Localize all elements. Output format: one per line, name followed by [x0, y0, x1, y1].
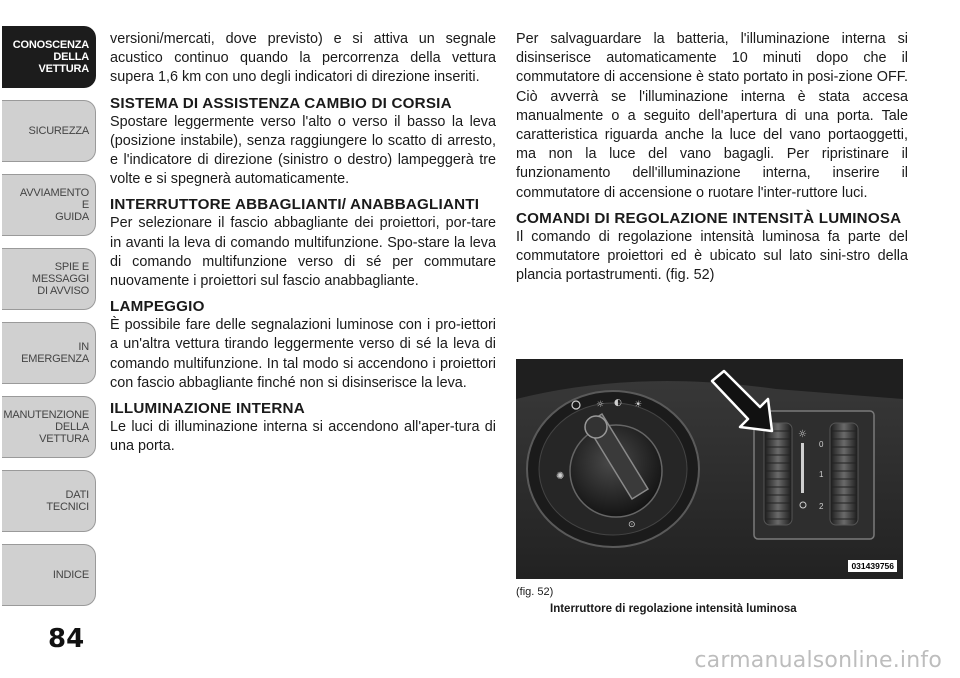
- watermark: carmanualsonline.info: [694, 648, 942, 673]
- tab-conoscenza-della-vettura[interactable]: [2, 26, 96, 88]
- tab-label: DATI: [65, 489, 89, 501]
- tab-sicurezza[interactable]: [2, 100, 96, 162]
- intro-paragraph: versioni/mercati, dove previsto) e si attiva un segnale acustico continuo quando la percorrenza della vettura supera 1,6 km con uno degli indicatori di direzione inseriti.: [110, 31, 496, 86]
- svg-text:⊙: ⊙: [628, 520, 636, 530]
- tab-spie-e-messaggi[interactable]: [2, 248, 96, 310]
- tab-label: IN: [78, 341, 89, 353]
- headlamp-switch-figure: [516, 359, 903, 579]
- svg-text:◐: ◐: [614, 398, 622, 408]
- section-body: Le luci di illuminazione interna si accendono all'aper-tura di una porta.: [110, 419, 496, 455]
- tab-label: MESSAGGI: [31, 273, 89, 285]
- tab-in-emergenza[interactable]: [2, 322, 96, 384]
- section-body: Il comando di regolazione intensità luminosa fa parte del commutatore proiettori ed è ubicato sul lato sini-stro della plancia portastrumenti. (fig. 52): [516, 228, 908, 284]
- tab-label: E: [81, 199, 89, 211]
- tab-label: DELLA: [55, 421, 89, 433]
- tab-label: GUIDA: [55, 211, 89, 223]
- section-body: È possibile fare delle segnalazioni luminose con i pro-iettori a un'altra vettura tirando leggermente verso di sé la leva di comando multifunzione. In tal modo si accendono i proiettori con fascio abbagliante finché non si disinserisce la leva.: [110, 317, 496, 391]
- intro-paragraph: Per salvaguardare la batteria, l'illuminazione interna si disinserisce automaticamente 10 minuti dopo che il commutatore di accensione è stato portato in posi-zione OFF. Ciò avverrà se l'illuminazione interna è stata accesa manualmente o a seguito dell'apertura di una porta. Tale caratteristica riguarda anche la luce del vano portaoggetti, ma non la luce del vano bagagli. Per ripristinare il funzionamento dell'illuminazione interna, inserire il commutatore di accensione o ruotare l'inter-ruttore luci.: [516, 31, 908, 201]
- figure-code: 031439756: [848, 560, 897, 572]
- section-heading: INTERRUTTORE ABBAGLIANTI/ ANABBAGLIANTI: [110, 196, 480, 214]
- tab-label: MANUTENZIONE: [3, 409, 89, 421]
- svg-text:1: 1: [819, 470, 824, 479]
- tab-label: TECNICI: [46, 501, 89, 513]
- tab-label: VETTURA: [38, 63, 89, 75]
- tab-label: SICUREZZA: [28, 125, 89, 137]
- headlamp-switch-illustration: [516, 359, 903, 579]
- right-column: [516, 30, 908, 285]
- chapter-sidebar: [0, 0, 100, 678]
- tab-avviamento-e-guida[interactable]: [2, 174, 96, 236]
- tab-label: EMERGENZA: [21, 353, 89, 365]
- svg-text:0: 0: [819, 440, 824, 449]
- svg-text:☼: ☼: [798, 429, 807, 440]
- left-column: [110, 30, 496, 456]
- svg-text:☀: ☀: [634, 400, 643, 410]
- tab-manutenzione[interactable]: [2, 396, 96, 458]
- section-body: Spostare leggermente verso l'alto o verso il basso la leva (posizione instabile), senza raggiungere lo scatto di arresto, e l'indicatore di direzione (sinistro o destro) lampeggerà tre volte e si spegnerà automaticamente.: [110, 113, 496, 188]
- section-heading: LAMPEGGIO: [110, 298, 205, 316]
- tab-label: DELLA: [53, 51, 89, 63]
- section-heading: SISTEMA DI ASSISTENZA CAMBIO DI CORSIA: [110, 94, 452, 112]
- tab-label: INDICE: [52, 569, 89, 581]
- section-body: Per selezionare il fascio abbagliante dei proiettori, por-tare in avanti la leva di comando multifunzione. Spo-stare la leva di comando multifunzione verso di sé per commutare nuovamente i proiettori sul fascio anabbagliante.: [110, 215, 496, 290]
- section-heading: COMANDI DI REGOLAZIONE INTENSITÀ LUMINOSA: [516, 209, 902, 227]
- section-heading: ILLUMINAZIONE INTERNA: [110, 400, 305, 418]
- svg-text:✺: ✺: [556, 471, 565, 482]
- tab-label: VETTURA: [39, 433, 89, 445]
- tab-label: CONOSCENZA: [12, 39, 89, 51]
- svg-text:☼: ☼: [596, 400, 605, 410]
- tab-dati-tecnici[interactable]: [2, 470, 96, 532]
- figure-caption: Interruttore di regolazione intensità luminosa: [550, 603, 797, 615]
- tab-indice[interactable]: [2, 544, 96, 606]
- tab-label: AVVIAMENTO: [19, 187, 89, 199]
- figure-reference: (fig. 52): [516, 586, 554, 598]
- svg-text:2: 2: [819, 502, 824, 511]
- page-number: 84: [48, 624, 85, 654]
- tab-label: SPIE E: [54, 261, 89, 273]
- tab-label: DI AVVISO: [37, 285, 89, 297]
